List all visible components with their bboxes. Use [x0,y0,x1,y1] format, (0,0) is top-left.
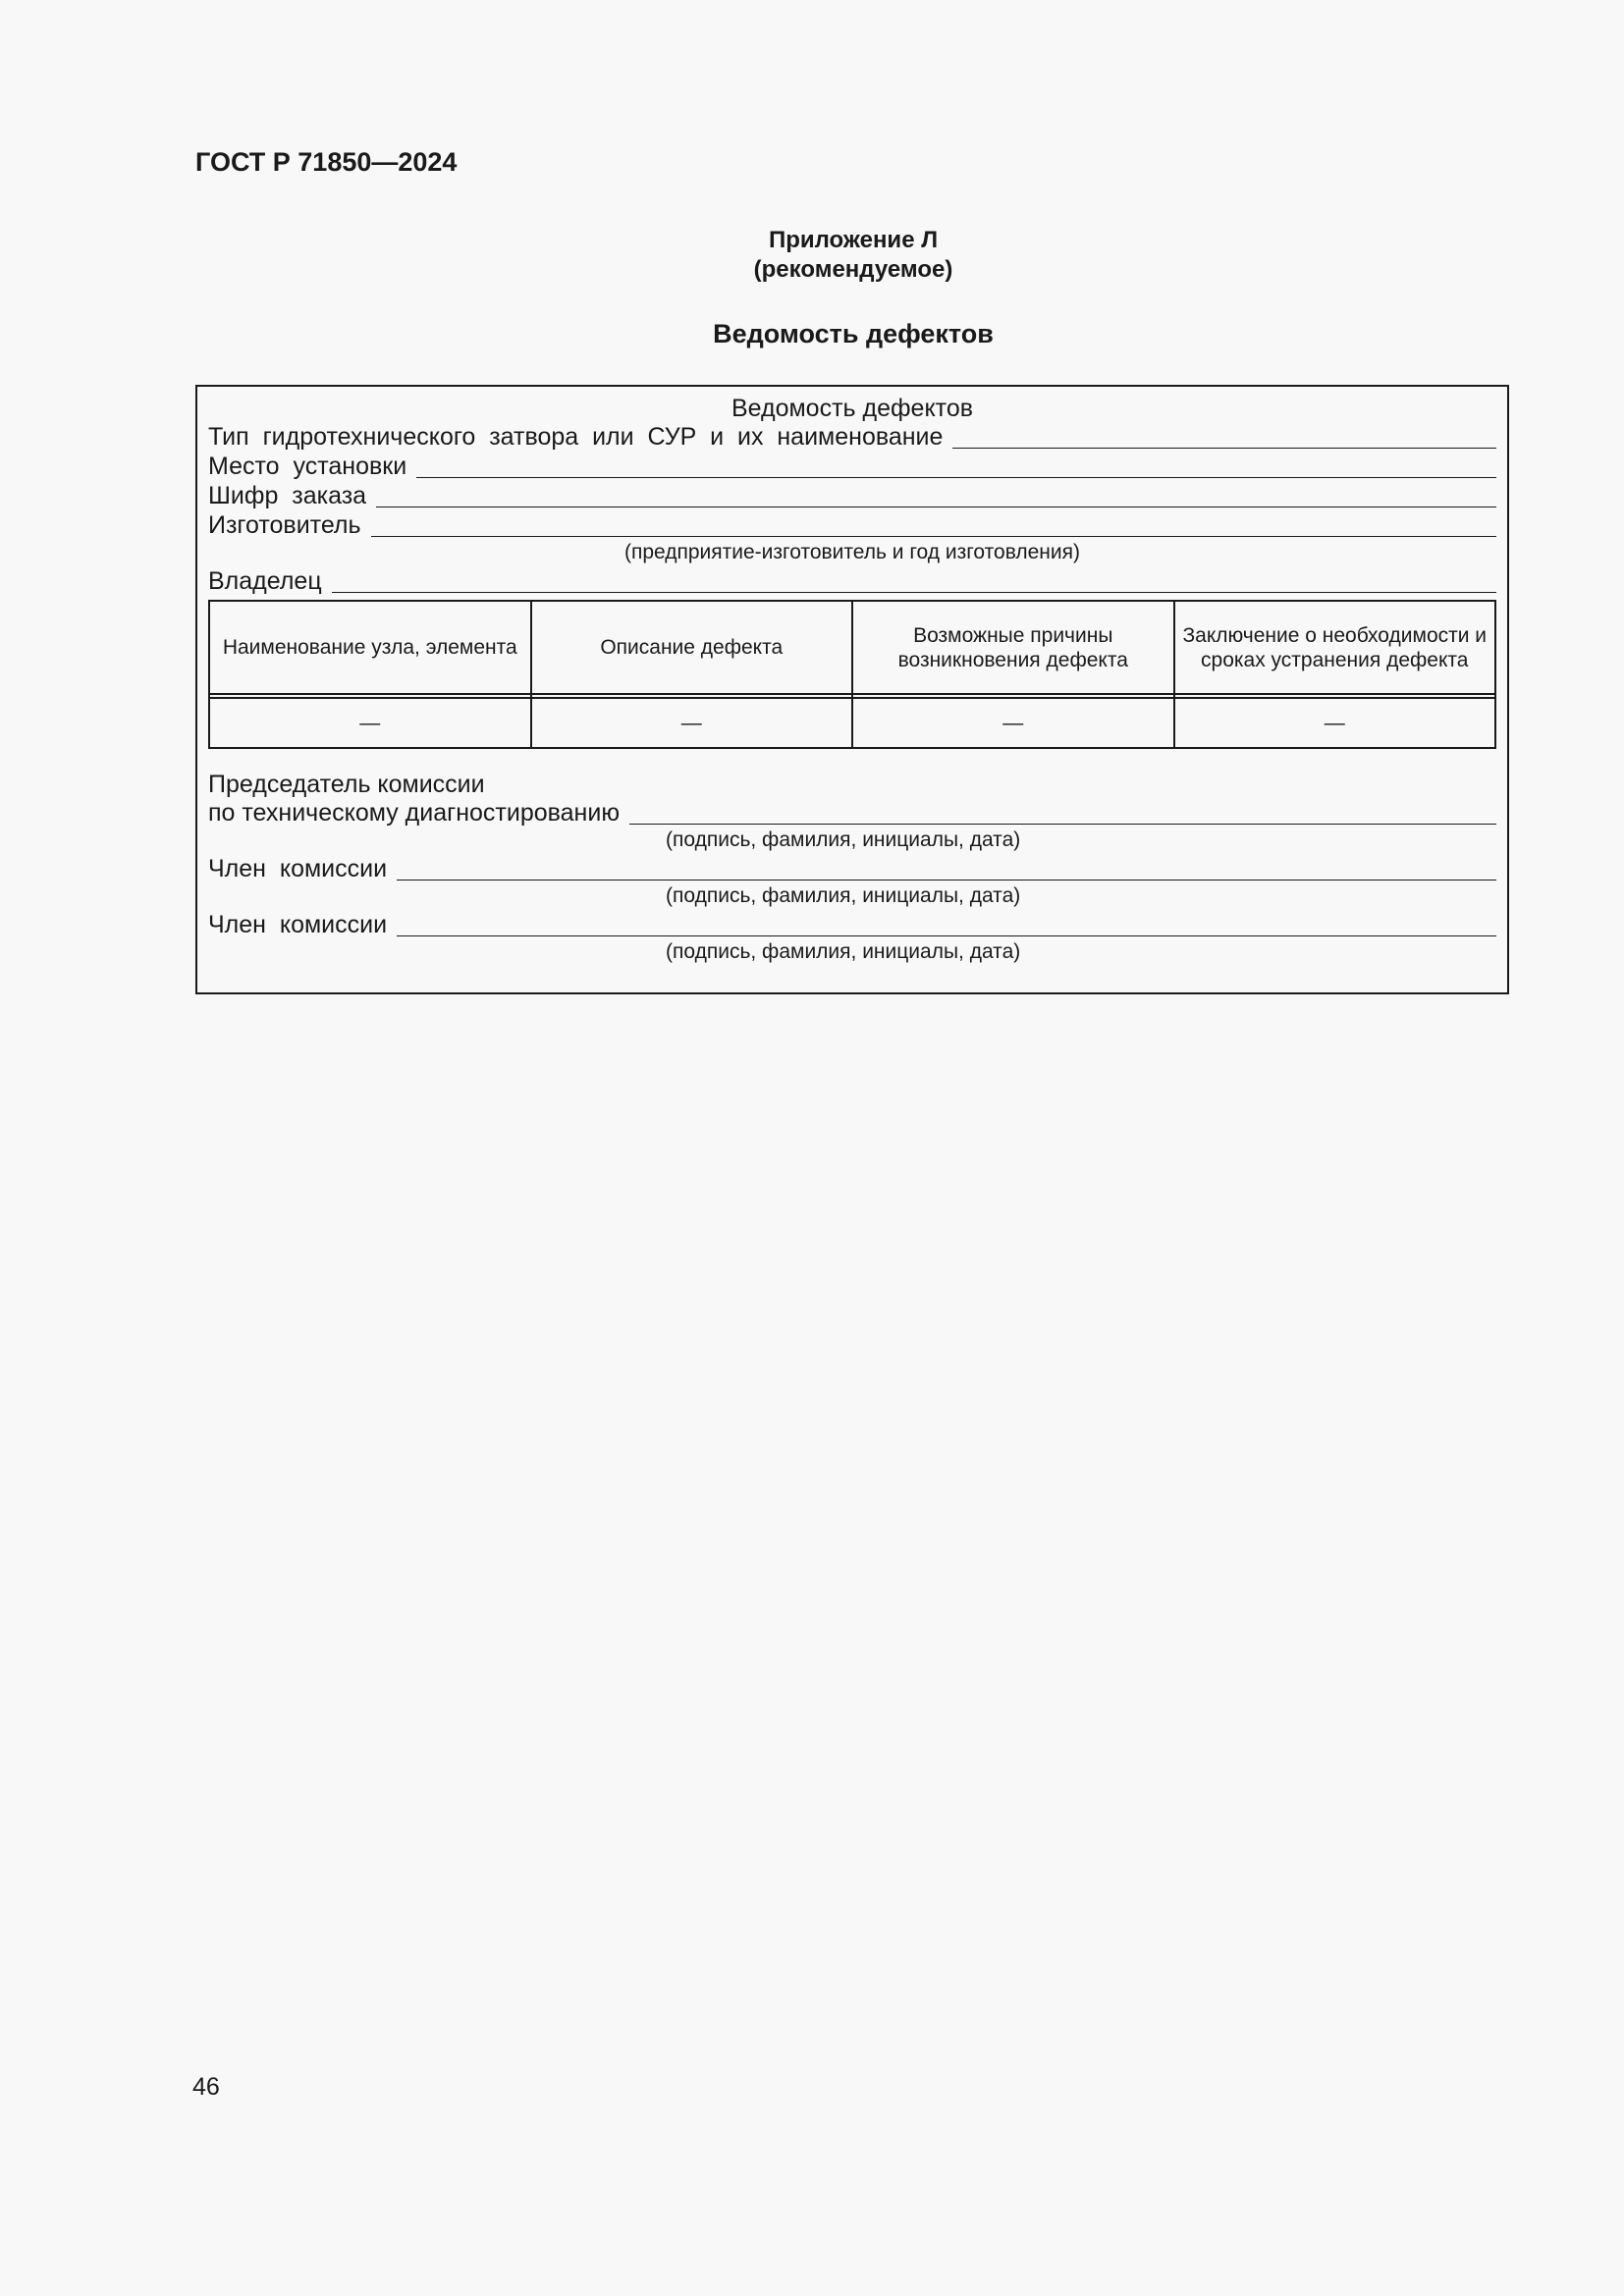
table-cell[interactable]: — [209,698,531,748]
page-number: 46 [192,2073,220,2101]
gate-type-line[interactable] [952,426,1496,449]
manufacturer-hint: (предприятие-изготовитель и год изготовления) [623,541,1080,563]
manufacturer-label: Изготовитель [208,511,361,539]
order-code-line[interactable] [376,485,1496,507]
gate-type-field [208,422,1496,452]
chairman-signature-line[interactable] [629,802,1496,825]
owner-line[interactable] [332,570,1496,593]
defect-form [195,385,1509,994]
chairman-signature-hint: (подпись, фамилия, инициалы, дата) [666,828,1021,851]
column-header: Заключение о необходимости и сроках устранения дефекта [1174,601,1496,694]
order-code-field [208,481,1496,510]
column-header: Наименование узла, элемента [209,601,531,694]
member1-signature-line[interactable] [397,858,1496,881]
defects-table [208,600,1496,749]
manufacturer-field [208,510,1496,540]
table-cell[interactable]: — [852,698,1174,748]
appendix-status: (рекомендуемое) [753,256,953,283]
member1-label: Член комиссии [208,855,388,882]
chairman-field [208,798,1496,828]
location-line[interactable] [416,455,1496,478]
form-heading: Ведомость дефектов [731,395,974,422]
order-code-label: Шифр заказа [208,482,367,509]
member2-field [208,910,1496,939]
table-header-row [209,601,1495,694]
member2-signature-line[interactable] [397,914,1496,936]
member2-signature-hint: (подпись, фамилия, инициалы, дата) [666,940,1021,963]
appendix-heading [195,226,1511,285]
column-header: Описание дефекта [531,601,853,694]
appendix-label: Приложение Л [768,227,939,253]
column-header: Возможные причины возникновения дефекта [852,601,1174,694]
member1-field [208,854,1496,883]
owner-label: Владелец [208,567,322,595]
manufacturer-line[interactable] [371,514,1496,537]
location-label: Место установки [208,453,407,480]
chairman-label-line2: по техническому диагностированию [208,799,621,827]
owner-field [208,566,1496,596]
page-title: Ведомость дефектов [713,319,994,348]
member2-label: Член комиссии [208,911,388,938]
chairman-label-line1: Председатель комиссии [208,771,485,798]
table-row [209,698,1495,748]
chairman-title [208,770,1496,799]
gate-type-label: Тип гидротехнического затвора или СУР и их наименование [208,423,944,451]
location-field [208,452,1496,481]
table-cell[interactable]: — [531,698,853,748]
document-code: ГОСТ Р 71850—2024 [195,147,458,177]
member1-signature-hint: (подпись, фамилия, инициалы, дата) [666,884,1021,907]
table-cell[interactable]: — [1174,698,1496,748]
